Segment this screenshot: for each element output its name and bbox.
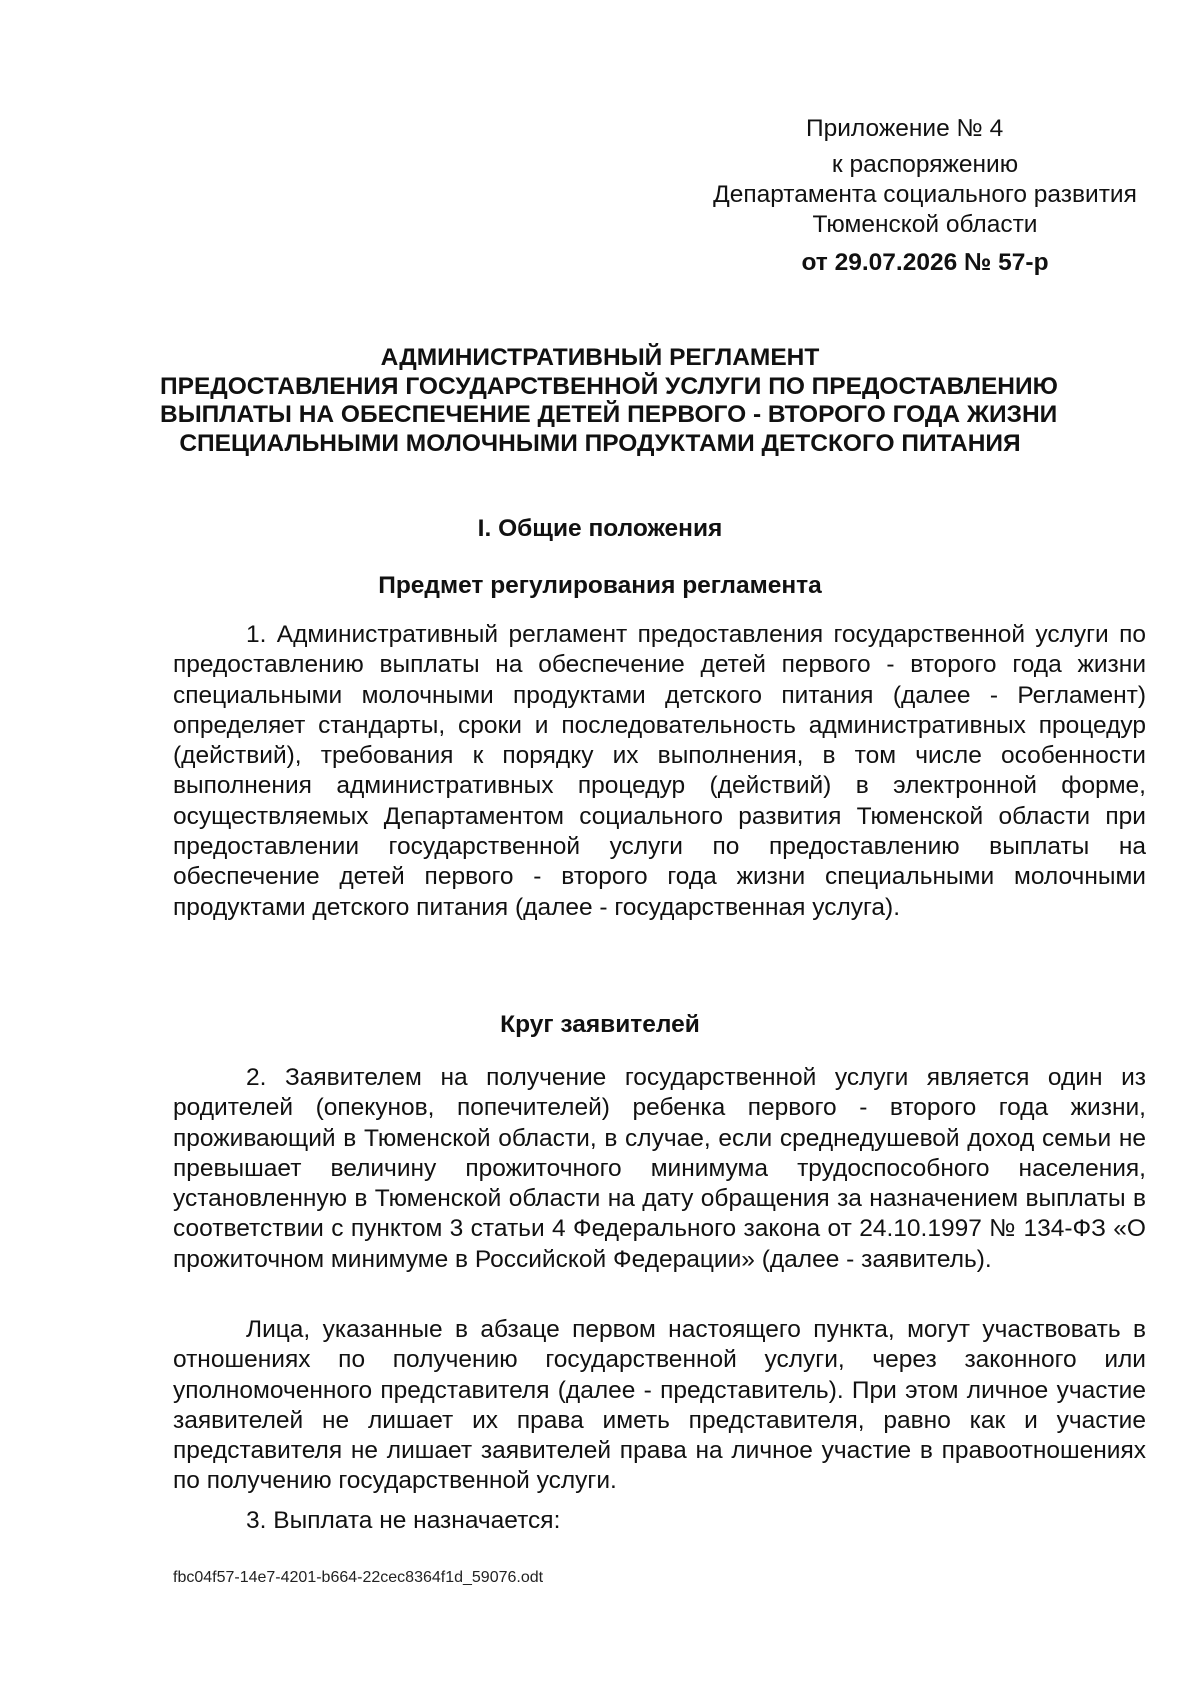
paragraph-1: 1. Административный регламент предоставления государственной услуги по предоставлению выплаты на обеспечение детей первого - второго года жизни специальными молочными продуктами детского питания (далее - Регламент) определяет стандарты, сроки и последовательность административных процедур (действий), требования к порядку их выполнения, в том числе особенности выполнения административных процедур (действий) в электронной форме, осуществляемых Департаментом социального развития Тюменской области при предоставлении государственной услуги по предоставлению выплаты на обеспечение детей первого - второго года жизни специальными молочными продуктами детского питания (далее - государственная услуга). <box>173 621 1146 921</box>
title-line: СПЕЦИАЛЬНЫМИ МОЛОЧНЫМИ ПРОДУКТАМИ ДЕТСКОГО ПИТАНИЯ <box>179 429 1021 457</box>
title-line: ПРЕДОСТАВЛЕНИЯ ГОСУДАРСТВЕННОЙ УСЛУГИ ПО ПРЕДОСТАВЛЕНИЮ <box>160 372 1058 400</box>
paragraph-2: 2. Заявителем на получение государственной услуги является один из родителей (опекунов, попечителей) ребенка первого - второго года жизни, проживающий в Тюменской области, в случае, если среднедушевой доход семьи не превышает величину прожиточного минимума трудоспособного населения, установленную в Тюменской области на дату обращения за назначением выплаты в соответствии с пунктом 3 статьи 4 Федерального закона от 24.10.1997 № 134-ФЗ «О прожиточном минимуме в Российской Федерации» (далее - заявитель). <box>173 1064 1146 1273</box>
title-line: АДМИНИСТРАТИВНЫЙ РЕГЛАМЕНТ <box>380 344 820 371</box>
section-heading-general: I. Общие положения <box>477 515 723 542</box>
paragraph-3: Лица, указанные в абзаце первом настоящего пункта, могут участвовать в отношениях по получению государственной услуги, через законного или уполномоченного представителя (далее - представитель). При этом личное участие заявителей не лишает их права иметь представителя, равно как и участие представителя не лишает заявителей права на личное участие в правоотношениях по получению государственной услуги. <box>173 1316 1146 1495</box>
footer-filename: fbc04f57-14e7-4201-b664-22cec8364f1d_59076.odt <box>173 1569 544 1586</box>
appendix-line: к распоряжению <box>831 151 1019 178</box>
section-heading-applicants: Круг заявителей <box>500 1011 700 1038</box>
title-line: ВЫПЛАТЫ НА ОБЕСПЕЧЕНИЕ ДЕТЕЙ ПЕРВОГО - ВТОРОГО ГОДА ЖИЗНИ <box>160 401 1058 428</box>
paragraph-4: 3. Выплата не назначается: <box>246 1507 561 1534</box>
appendix-date: от 29.07.2026 № 57-р <box>801 249 1049 276</box>
section-heading-subject: Предмет регулирования регламента <box>378 572 822 599</box>
appendix-title: Приложение № 4 <box>806 115 1004 142</box>
appendix-block <box>690 114 1160 278</box>
appendix-line: Департамента социального развития <box>713 181 1137 208</box>
document-title <box>160 344 1058 458</box>
appendix-line: Тюменской области <box>812 211 1038 238</box>
